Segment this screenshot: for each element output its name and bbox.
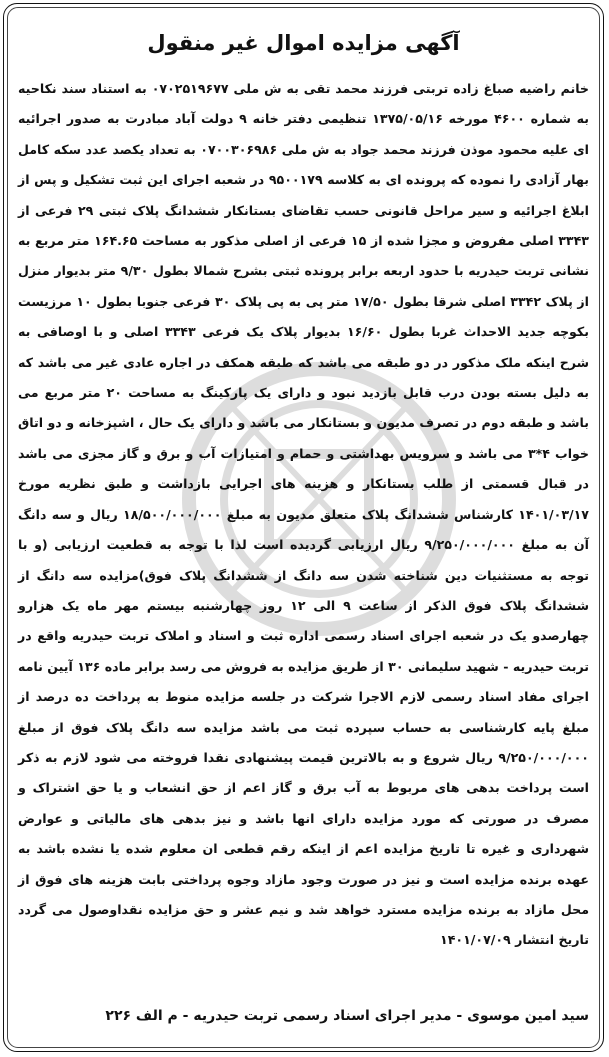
notice-title: آگهی مزایده اموال غیر منقول [147, 31, 460, 55]
notice-body: خانم راضیه صباغ زاده تربتی فرزند محمد تقی به ش ملی ۰۷۰۲۵۱۹۶۷۷ به استناد سند نکاحیه به شماره ۴۶۰۰ مورخه ۱۳۷۵/۰۵/۱۶ تنظیمی دفتر خانه ۹ دولت آباد مبادرت به صدور اجرائیه ای علیه محمود موذن فرزند محمد جواد به ش ملی ۰۷۰۰۳۰۶۹۸۶ به تعداد یکصد عدد سکه کامل بهار آزادی را نموده که پرونده ای به کلاسه ۹۵۰۰۱۷۹ در شعبه اجرای این ثبت تشکیل و پس از ابلاغ اجرائیه و سیر مراحل قانونی حسب تقاضای بستانکار ششدانگ پلاک ثبتی ۲۹ فرعی از ۳۳۴۳ اصلی مفروض و مجزا شده از ۱۵ فرعی از اصلی مذکور به مساحت ۱۶۴.۶۵ متر مربع به نشانی تربت حیدریه با حدود اربعه برابر پرونده ثبتی بشرح شمالا بطول ۹/۳۰ متر بدیوار منزل از پلاک ۳۳۴۲ اصلی شرقا بطول ۱۷/۵۰ متر پی به پی پلاک ۳۰ فرعی جنوبا بطول ۱۰ مرزیست بکوچه جدید الاحداث غربا بطول ۱۶/۶۰ بدیوار پلاک یک فرعی ۳۳۴۳ اصلی و با اوصافی به شرح اینکه ملک مذکور در دو طبقه می باشد که طبقه همکف در اجاره عادی غیر می باشد که به دلیل بسته بودن درب قابل بازدید نبود و دارای یک پارکینگ به مساحت ۲۰ متر مربع می باشد و طبقه دوم در تصرف مدیون و بستانکار می باشد و دارای یک حال ، اشپزخانه و دو اتاق خواب ۴*۳ می باشد و سرویس بهداشتی و حمام و امتیازات آب و برق و گاز مجزی می باشد در قبال قسمتی از طلب بستانکار و هزینه های اجرایی بازداشت و طبق نظریه مورخ ۱۴۰۱/۰۳/۱۷ کارشناس ششدانگ پلاک متعلق مدیون به مبلغ ۱۸/۵۰۰/۰۰۰/۰۰۰ ریال و سه دانگ آن به مبلغ ۹/۲۵۰/۰۰۰/۰۰۰ ریال ارزیابی گردیده است لذا با توجه به قطعیت ارزیابی (و با توجه به مستثنیات دین شناخته شدن سه دانگ از ششدانگ پلاک فوق)مزایده سه دانگ از ششدانگ پلاک فوق الذکر از ساعت ۹ الی ۱۲ روز چهارشنبه بیستم مهر ماه یک هزارو چهارصدو یک در شعبه اجرای اسناد رسمی اداره ثبت و اسناد و املاک تربت حیدریه واقع در تربت حیدریه - شهید سلیمانی ۳۰ از طریق مزایده به فروش می رسد برابر ماده ۱۳۶ آیین نامه اجرای مفاد اسناد رسمی لازم الاجرا شرکت در جلسه مزایده منوط به پرداخت ده درصد از مبلغ پایه کارشناسی به حساب سپرده ثبت می باشد مزایده سه دانگ پلاک فوق از مبلغ ۹/۲۵۰/۰۰۰/۰۰۰ ریال شروع و به بالاترین قیمت پیشنهادی نقدا فروخته می شود لازم به ذکر است پرداخت بدهی های مربوط به آب برق و گاز اعم از حق انشعاب و یا حق اشتراک و مصرف در صورتی که مورد مزایده دارای انها باشد و نیز بدهی های مالیاتی و عوارض شهرداری و غیره تا تاریخ مزایده اعم از اینکه رقم قطعی ان معلوم شده یا نشده باشد به عهده برنده مزایده است و نیز در صورت وجود مازاد وجوه پرداختی بابت هزینه های فوق از محل مازاد به برنده مزایده مسترد خواهد شد و نیم عشر و حق مزایده نقداوصول می گردد تاریخ انتشار ۱۴۰۱/۰۷/۰۹ [18, 81, 590, 948]
notice-signature: سید امین موسوی - مدیر اجرای اسناد رسمی تربت حیدریه - م الف ۲۲۶ [105, 1008, 589, 1024]
notice-frame [3, 3, 604, 1052]
